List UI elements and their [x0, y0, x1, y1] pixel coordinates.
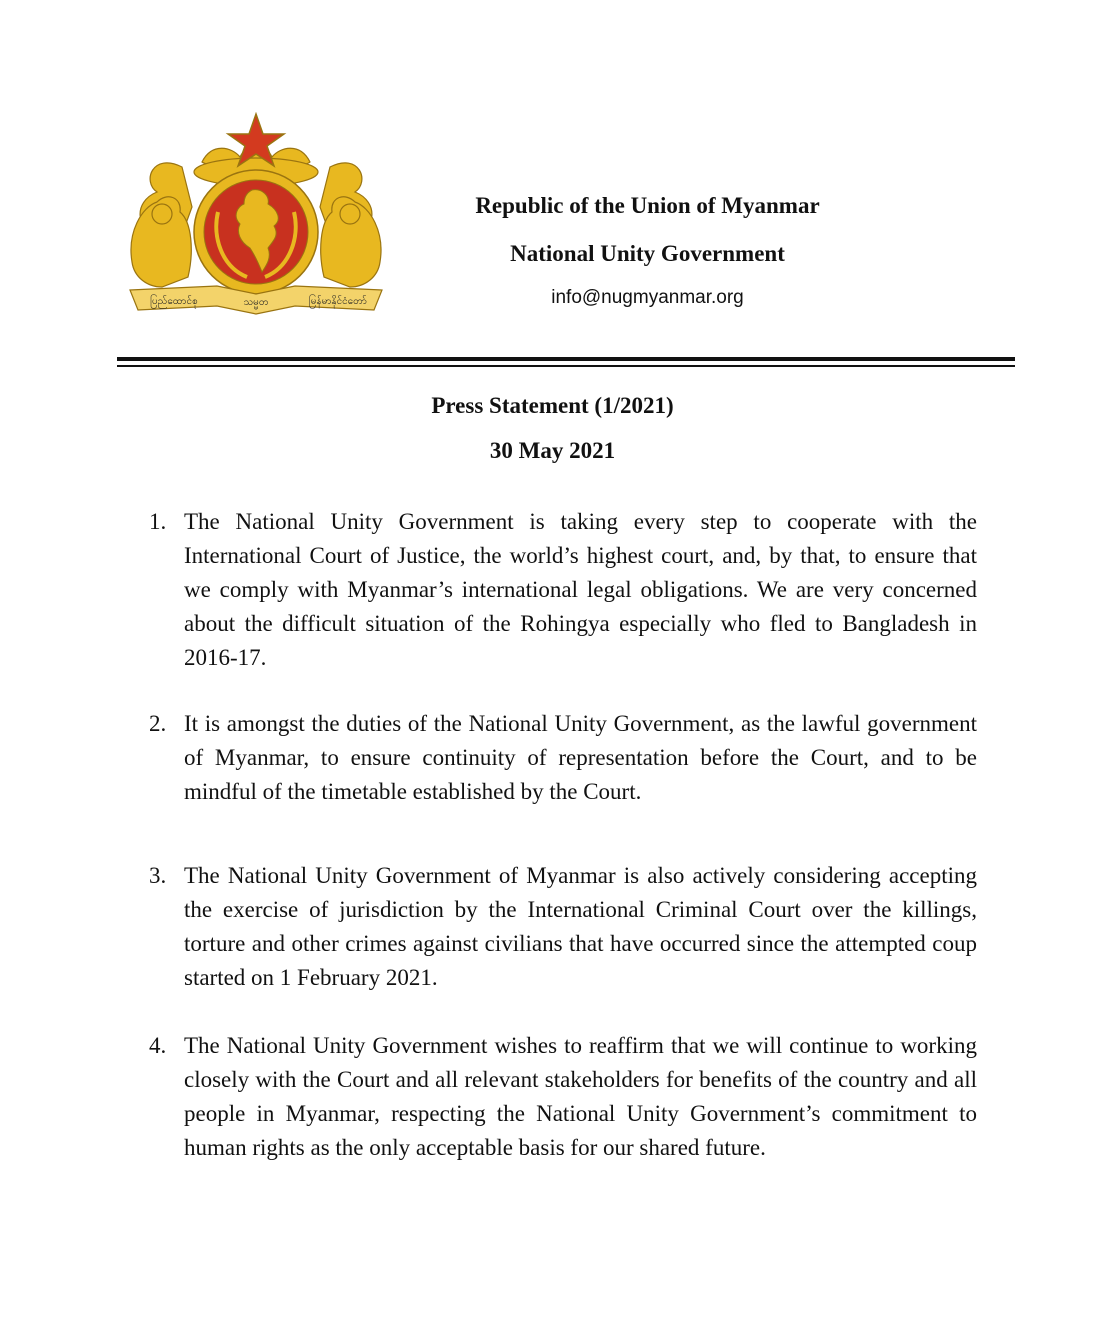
item-text: The National Unity Government is taking every step to cooperate with the International Court of Justice, the world’s highest court, and, by that, to ensure that we comply with Myanmar’s international legal obligations. We are very concerned about the difficult situation of the Rohingya especially who fled to Bangladesh in 2016-17.: [184, 509, 977, 670]
ribbon-left-text: ပြည်ထောင်စု: [150, 296, 198, 307]
item-number: 3.: [149, 863, 167, 888]
contact-email[interactable]: info@nugmyanmar.org: [551, 287, 744, 308]
ribbon-center-text: သမ္မတ: [243, 297, 269, 308]
government-name: National Unity Government: [510, 241, 785, 266]
country-name: Republic of the Union of Myanmar: [475, 193, 820, 218]
item-number: 2.: [149, 711, 167, 736]
state-seal-icon: [122, 112, 390, 330]
header-divider-thin: [117, 365, 1015, 367]
item-text: It is amongst the duties of the National Unity Government, as the lawful government of Myanmar, to ensure continuity of representation before the Court, and to be mindful of the timetable established by the Court.: [184, 711, 977, 804]
ribbon-right-text: မြန်မာနိုင်ငံတော်: [309, 296, 367, 307]
list-item: [149, 1029, 977, 1165]
header-divider-thick: [117, 357, 1015, 361]
list-item: [149, 505, 977, 675]
list-item: [149, 859, 977, 995]
item-number: 1.: [149, 509, 167, 534]
list-item: [149, 707, 977, 809]
item-text: The National Unity Government wishes to reaffirm that we will continue to working closely with the Court and all relevant stakeholders for benefits of the country and all people in Myanmar, respecting the National Unity Government’s commitment to human rights as the only acceptable basis for our shared future.: [184, 1033, 977, 1160]
item-number: 4.: [149, 1033, 167, 1058]
item-text: The National Unity Government of Myanmar is also actively considering accepting the exercise of jurisdiction by the International Criminal Court over the killings, torture and other crimes against civilians that have occurred since the attempted coup started on 1 February 2021.: [184, 863, 977, 990]
statement-title: Press Statement (1/2021): [431, 393, 674, 418]
statement-date: 30 May 2021: [489, 438, 616, 463]
